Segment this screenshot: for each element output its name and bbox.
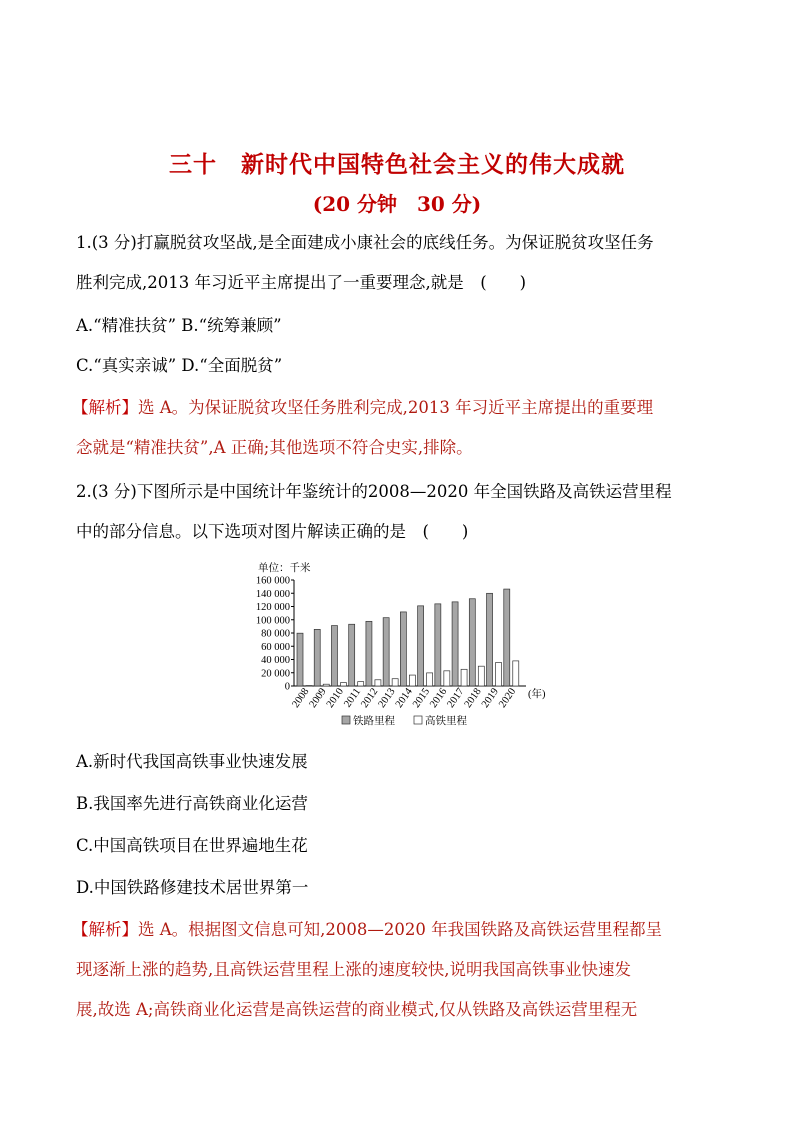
railway-bar	[349, 624, 355, 686]
y-tick-label: 120 000	[255, 602, 290, 613]
high-speed-bar	[478, 666, 484, 686]
x-tick-label: 2012	[359, 686, 381, 710]
high-speed-bar	[340, 683, 346, 686]
q2-stem-line2: 中的部分信息。以下选项对图片解读正确的是 ( )	[76, 522, 469, 541]
high-speed-bar	[375, 680, 381, 686]
x-tick-label: 2013	[376, 686, 398, 710]
q1-option-ab: A.“精准扶贫” B.“统筹兼顾”	[76, 316, 282, 335]
q1-answer-tag: 【解析】	[72, 398, 138, 417]
q2-answer-tag: 【解析】	[72, 920, 138, 939]
railway-bar	[400, 612, 406, 686]
q2-option-d: D.中国铁路修建技术居世界第一	[76, 878, 309, 897]
high-speed-bar	[444, 671, 450, 686]
high-speed-bar	[513, 661, 519, 686]
q2-answer-line1	[72, 918, 662, 942]
y-tick-label: 100 000	[255, 615, 290, 627]
x-tick-label: 2010	[324, 686, 346, 710]
railway-bar	[366, 621, 372, 686]
y-tick-label: 80 000	[261, 628, 290, 640]
railway-bar	[487, 593, 493, 686]
q2-option-a: A.新时代我国高铁事业快速发展	[76, 752, 308, 771]
railway-bar	[435, 604, 441, 686]
railway-bar	[331, 626, 337, 686]
x-tick-label: 2011	[342, 686, 364, 710]
q2-answer-line2: 现逐渐上涨的趋势,且高铁运营里程上涨的速度较快,说明我国高铁事业快速发	[76, 960, 631, 979]
railway-bar	[297, 633, 303, 686]
x-tick-label: 2014	[393, 686, 415, 710]
high-speed-bar	[358, 682, 364, 686]
x-tick-label: 2019	[479, 686, 501, 710]
high-speed-bar	[427, 673, 433, 686]
q2-answer-line3: 展,故选 A;高铁商业化运营是高铁运营的商业模式,仅从铁路及高铁运营里程无	[76, 1000, 638, 1019]
high-speed-bar	[409, 675, 415, 686]
y-tick-label: 20 000	[261, 668, 290, 680]
high-speed-bar	[323, 684, 329, 686]
high-speed-bar	[392, 679, 398, 686]
railway-mileage-chart	[250, 556, 550, 732]
x-axis-unit: (年)	[528, 689, 546, 700]
legend-label: 铁路里程	[353, 716, 395, 727]
q1-answer-line2: 念就是“精准扶贫”,A 正确;其他选项不符合史实,排除。	[76, 438, 473, 457]
y-tick-label: 60 000	[261, 641, 290, 653]
page-title: 三十 新时代中国特色社会主义的伟大成就	[169, 152, 625, 178]
q1-stem-line1: 1.(3 分)打赢脱贫攻坚战,是全面建成小康社会的底线任务。为保证脱贫攻坚任务	[76, 233, 654, 252]
legend-swatch	[342, 716, 350, 724]
x-tick-label: 2008	[290, 686, 312, 710]
y-tick-label: 0	[284, 681, 290, 693]
high-speed-bar	[496, 663, 502, 686]
x-tick-label: 2009	[307, 686, 329, 710]
q2-answer-text: 选 A。根据图文信息可知,2008—2020 年我国铁路及高铁运营里程都呈	[138, 920, 663, 939]
high-speed-bar	[461, 669, 467, 686]
q1-answer-line1	[72, 396, 653, 420]
q2-option-b: B.我国率先进行高铁商业化运营	[76, 794, 308, 813]
x-tick-label: 2016	[428, 686, 450, 710]
page-subtitle: (20 分钟 30 分)	[312, 192, 482, 216]
legend-label: 高铁里程	[425, 716, 467, 727]
q1-stem-line2: 胜利完成,2013 年习近平主席提出了一重要理念,就是 ( )	[76, 273, 527, 292]
x-tick-label: 2020	[497, 686, 519, 710]
chart-unit-label: 单位：千米	[258, 563, 311, 574]
x-tick-label: 2017	[445, 686, 467, 710]
x-tick-label: 2015	[411, 686, 433, 710]
railway-bar	[469, 599, 475, 686]
q2-stem-line1: 2.(3 分)下图所示是中国统计年鉴统计的2008—2020 年全国铁路及高铁运营里程	[76, 482, 672, 501]
legend-swatch	[414, 716, 422, 724]
q1-answer-text: 选 A。为保证脱贫攻坚任务胜利完成,2013 年习近平主席提出的重要理	[138, 398, 654, 417]
x-tick-label: 2018	[462, 686, 484, 710]
railway-bar	[504, 589, 510, 686]
railway-bar	[314, 629, 320, 686]
y-tick-label: 140 000	[255, 588, 290, 600]
high-speed-bar	[306, 686, 312, 687]
railway-bar	[418, 606, 424, 686]
railway-bar	[383, 618, 389, 686]
y-tick-label: 40 000	[261, 655, 290, 666]
y-tick-label: 160 000	[255, 575, 290, 587]
railway-bar	[452, 602, 458, 686]
q1-option-cd: C.“真实亲诚” D.“全面脱贫”	[76, 356, 283, 375]
q2-option-c: C.中国高铁项目在世界遍地生花	[76, 836, 308, 855]
